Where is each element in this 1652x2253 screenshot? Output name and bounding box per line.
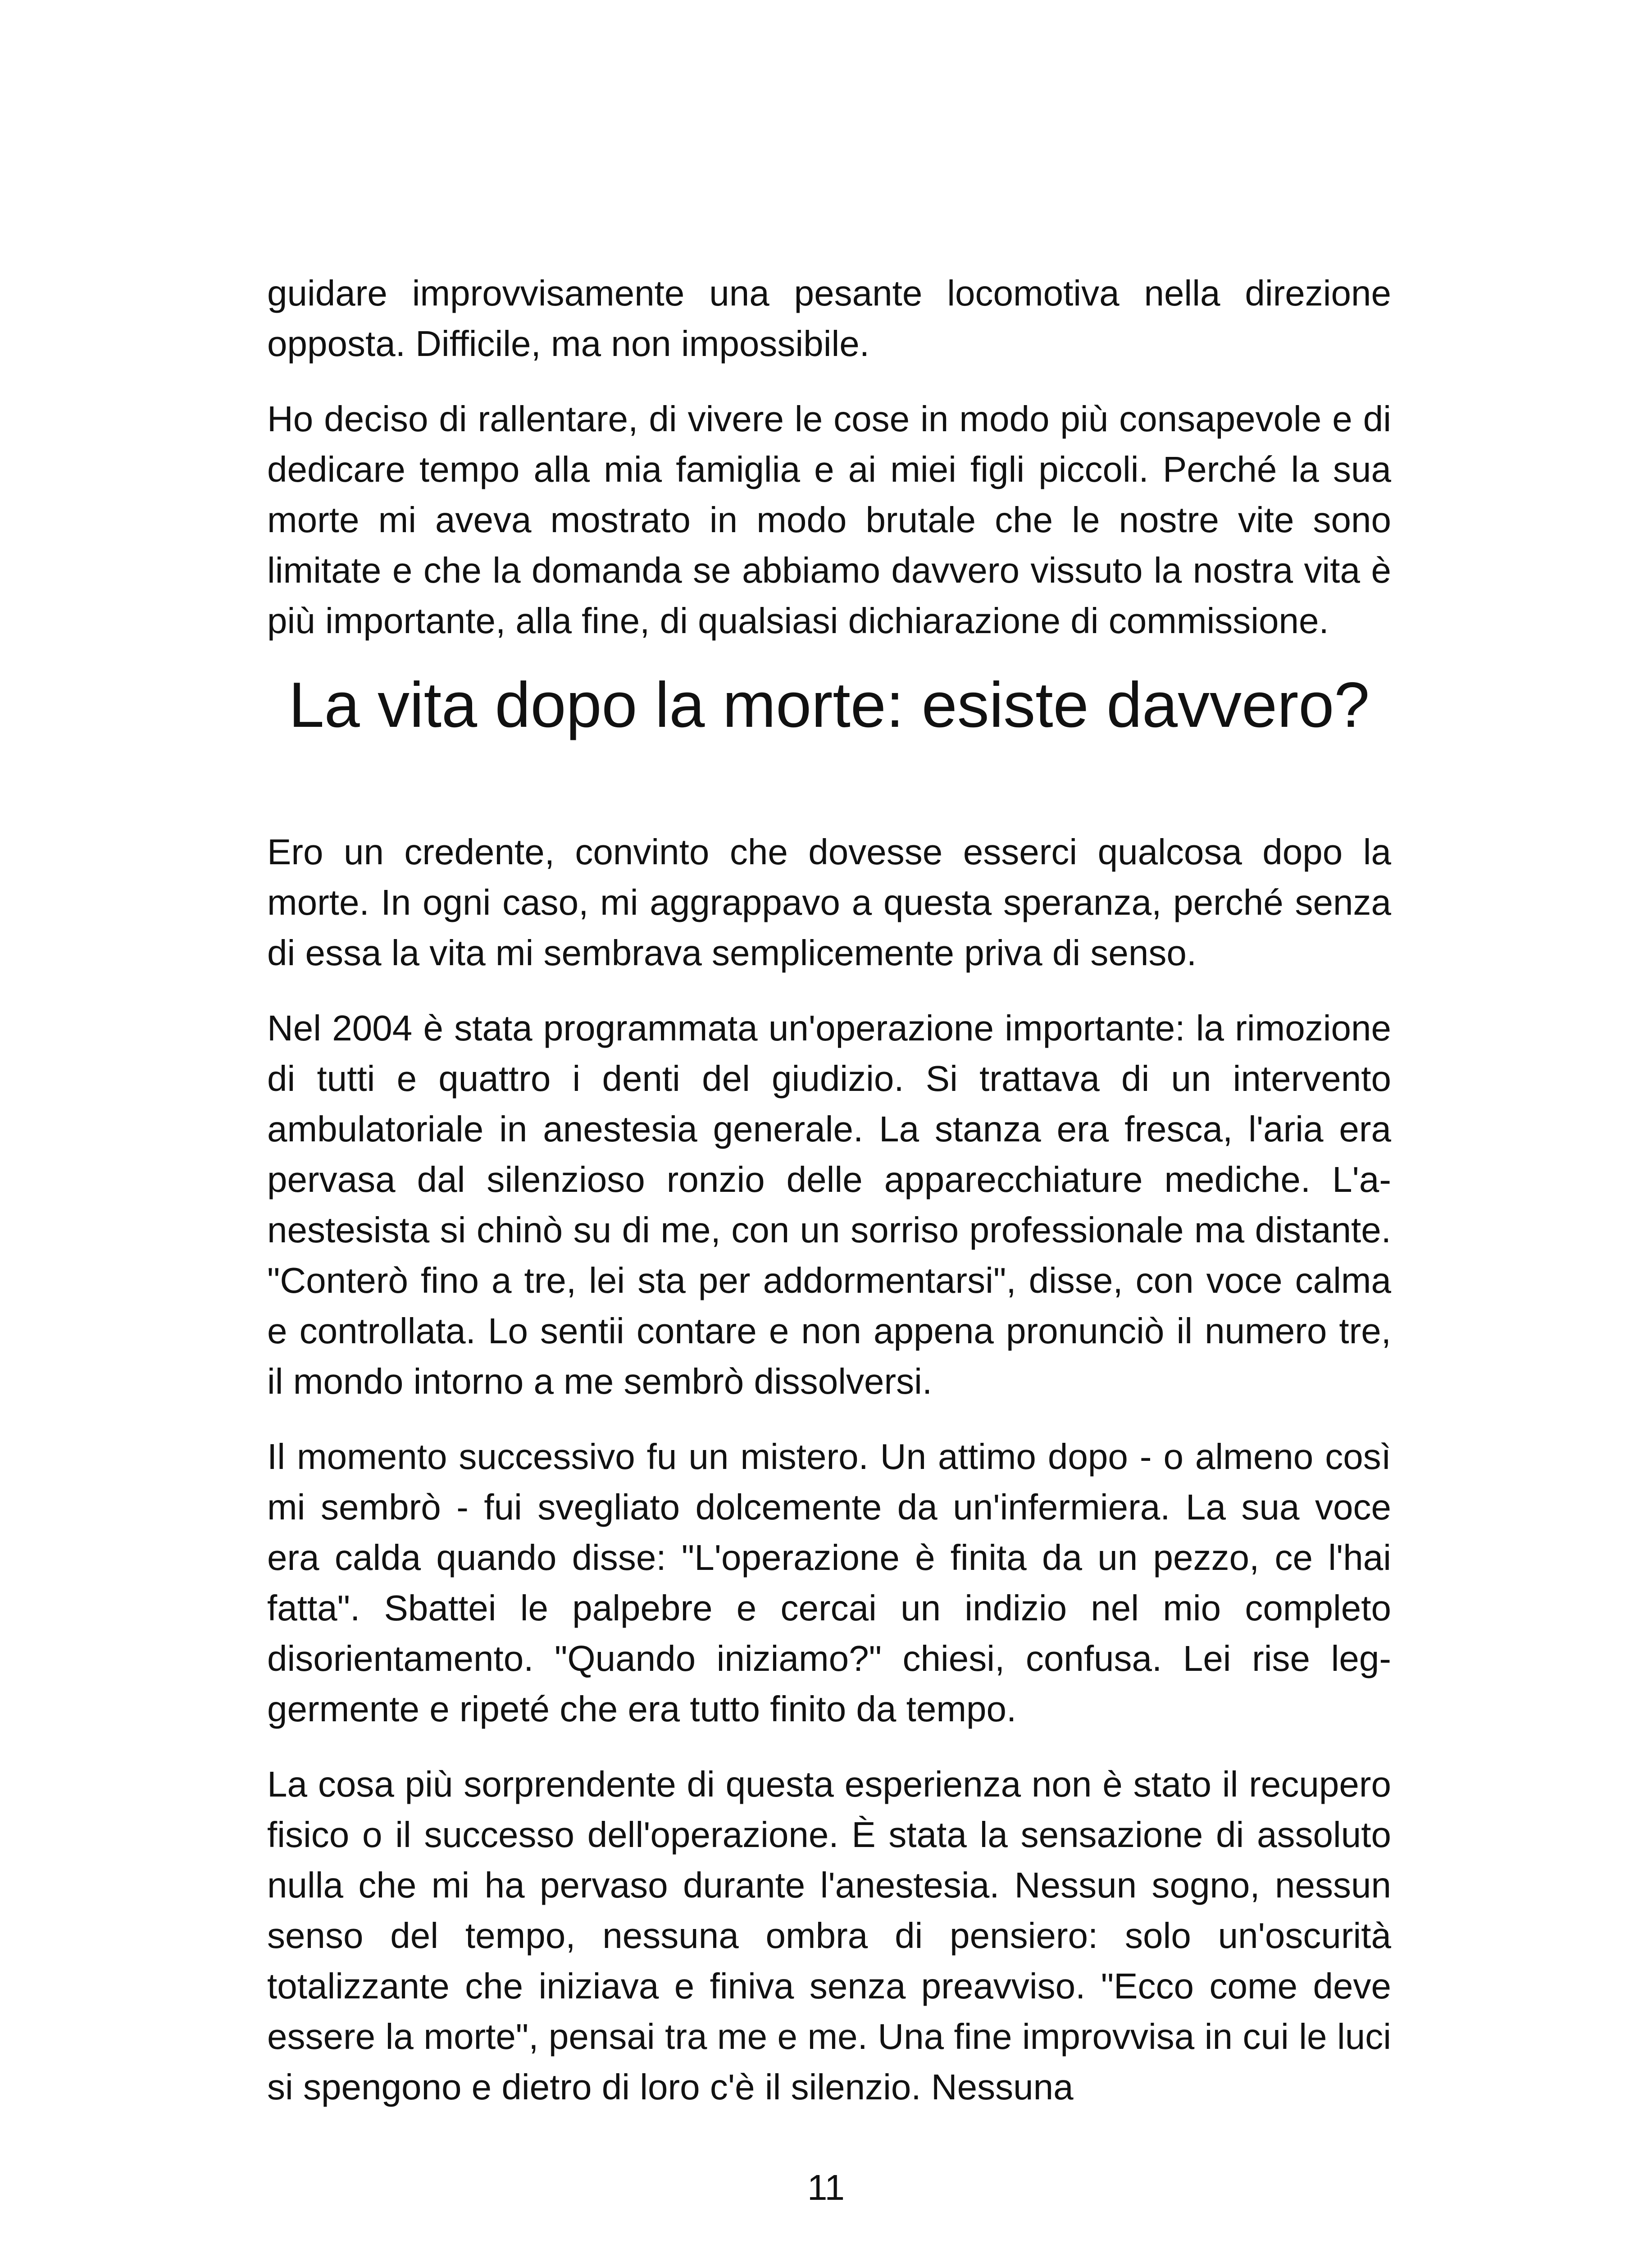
chapter-title: La vita dopo la morte: esiste davvero? [288, 669, 1370, 741]
chapter-text-block [267, 827, 1391, 2112]
paragraph-slowing-down: Ho deciso di rallentare, di vivere le cose in modo più consapevole e di dedicare tempo alla mia famiglia e ai miei figli piccoli. Perché la sua morte mi aveva mostrato in modo brutale che le nostre vite sono limitate e che la domanda se abbiamo davvero vissuto la nostra vita è più importante, alla fine, di qualsiasi dichiarazione di commissione. [267, 399, 1391, 641]
continued-text-block [267, 268, 1391, 646]
paragraph-continued: guidare improvvisamente una pesante locomotiva nella direzione opposta. Difficile, ma non impossibile. [267, 273, 1391, 364]
paragraph-awakening: Il momento successivo fu un mistero. Un attimo dopo - o almeno così mi sembrò - fui svegliato dolcemente da un'infermiera. La sua voce era calda quando disse: "L'operazione è finita da un pezzo, ce l'hai fatta". Sbattei le palpebre e cercai un indizio nel mio completo disorientamento. "Quando iniziamo?" chiesi, confusa. Lei rise leggermente e ripeté che era tutto finito da tempo. [267, 1437, 1391, 1729]
paragraph-believer: Ero un credente, convinto che dovesse esserci qualcosa dopo la morte. In ogni caso, mi aggrappavo a questa speranza, perché senza di essa la vita mi sembrava semplicemente priva di senso. [267, 832, 1391, 973]
page-number: 11 [807, 2167, 845, 2207]
paragraph-nothingness: La cosa più sorprendente di questa esperienza non è stato il recupero fisico o il successo dell'operazione. È stata la sensazione di assoluto nulla che mi ha pervaso durante l'anestesia. Nessun sogno, nessun senso del tempo, nessuna ombra di pensiero: solo un'oscurità totalizzante che iniziava e finiva senza preavviso. "Ecco come deve essere la morte", pensai tra me e me. Una fine improvvisa in cui le luci si spengono e dietro di loro c'è il silenzio. Nessuna [267, 1764, 1391, 2107]
paragraph-operation: Nel 2004 è stata programmata un'operazione importante: la rimozione di tutti e quattro i denti del giudizio. Si trattava di un intervento ambulatoriale in anestesia generale. La stanza era fresca, l'aria era pervasa dal silenzioso ronzio delle apparecchiature mediche. L'anestesista si chinò su di me, con un sorriso professionale ma distante. "Conterò fino a tre, lei sta per addormentarsi", disse, con voce calma e controllata. Lo sentii contare e non appena pronunciò il numero tre, il mondo intorno a me sembrò dissolversi. [267, 1008, 1391, 1401]
